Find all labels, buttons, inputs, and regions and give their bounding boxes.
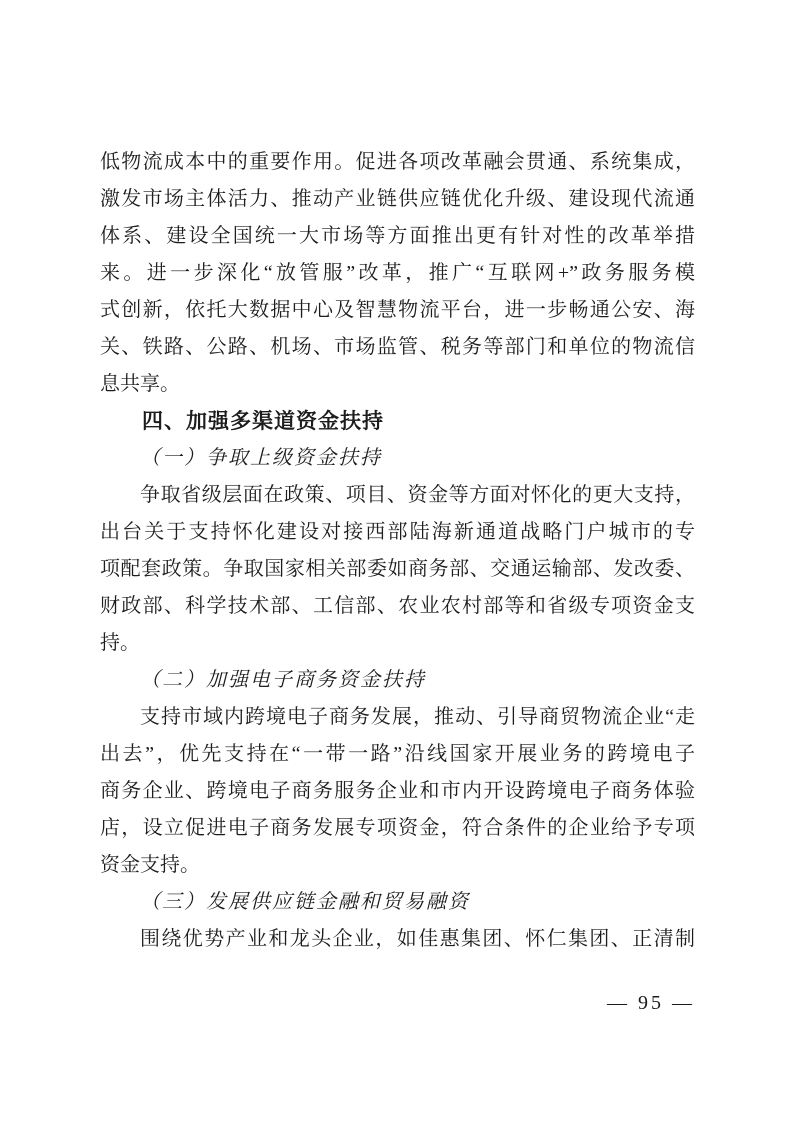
page-body (100, 144, 695, 958)
subsection2-paragraph (100, 699, 695, 884)
paragraph-line: 体系、建设全国统一大市场等方面推出更有针对性的改革举措 (100, 225, 695, 247)
page-number: — 95 — (607, 992, 695, 1014)
continuation-paragraph (100, 144, 695, 403)
paragraph-line: 持。 (100, 632, 140, 654)
paragraph-line: 式创新，依托大数据中心及智慧物流平台，进一步畅通公安、海 (100, 299, 695, 321)
paragraph-line: 来。进一步深化“放管服”改革，推广“互联网+”政务服务模 (100, 262, 695, 284)
paragraph-line: 店，设立促进电子商务发展专项资金，符合条件的企业给予专项 (100, 817, 695, 839)
paragraph-line: 关、铁路、公路、机场、市场监管、税务等部门和单位的物流信 (100, 336, 695, 358)
subsection-heading: （一）争取上级资金扶持 (140, 447, 382, 469)
paragraph-line: 项配套政策。争取国家相关部委如商务部、交通运输部、发改委、 (100, 558, 695, 580)
subsection-heading: （三）发展供应链金融和贸易融资 (140, 891, 470, 913)
paragraph-line: 低物流成本中的重要作用。促进各项改革融会贯通、系统集成， (100, 151, 695, 173)
paragraph-line: 围绕优势产业和龙头企业，如佳惠集团、怀仁集团、正清制 (140, 928, 695, 950)
section-heading: 四、加强多渠道资金扶持 (142, 410, 384, 433)
subsection-heading: （二）加强电子商务资金扶持 (140, 669, 426, 691)
paragraph-line: 争取省级层面在政策、项目、资金等方面对怀化的更大支持， (140, 484, 695, 506)
paragraph-line: 出去”，优先支持在“一带一路”沿线国家开展业务的跨境电子 (100, 743, 695, 765)
subsection3-paragraph (100, 921, 695, 958)
paragraph-line: 息共享。 (100, 373, 180, 395)
paragraph-line: 商务企业、跨境电子商务服务企业和市内开设跨境电子商务体验 (100, 780, 695, 802)
paragraph-line: 支持市域内跨境电子商务发展，推动、引导商贸物流企业“走 (140, 706, 695, 728)
paragraph-line: 出台关于支持怀化建设对接西部陆海新通道战略门户城市的专 (100, 521, 695, 543)
paragraph-line: 激发市场主体活力、推动产业链供应链优化升级、建设现代流通 (100, 188, 695, 210)
paragraph-line: 财政部、科学技术部、工信部、农业农村部等和省级专项资金支 (100, 595, 695, 617)
subsection1-paragraph (100, 477, 695, 662)
paragraph-line: 资金支持。 (100, 854, 200, 876)
